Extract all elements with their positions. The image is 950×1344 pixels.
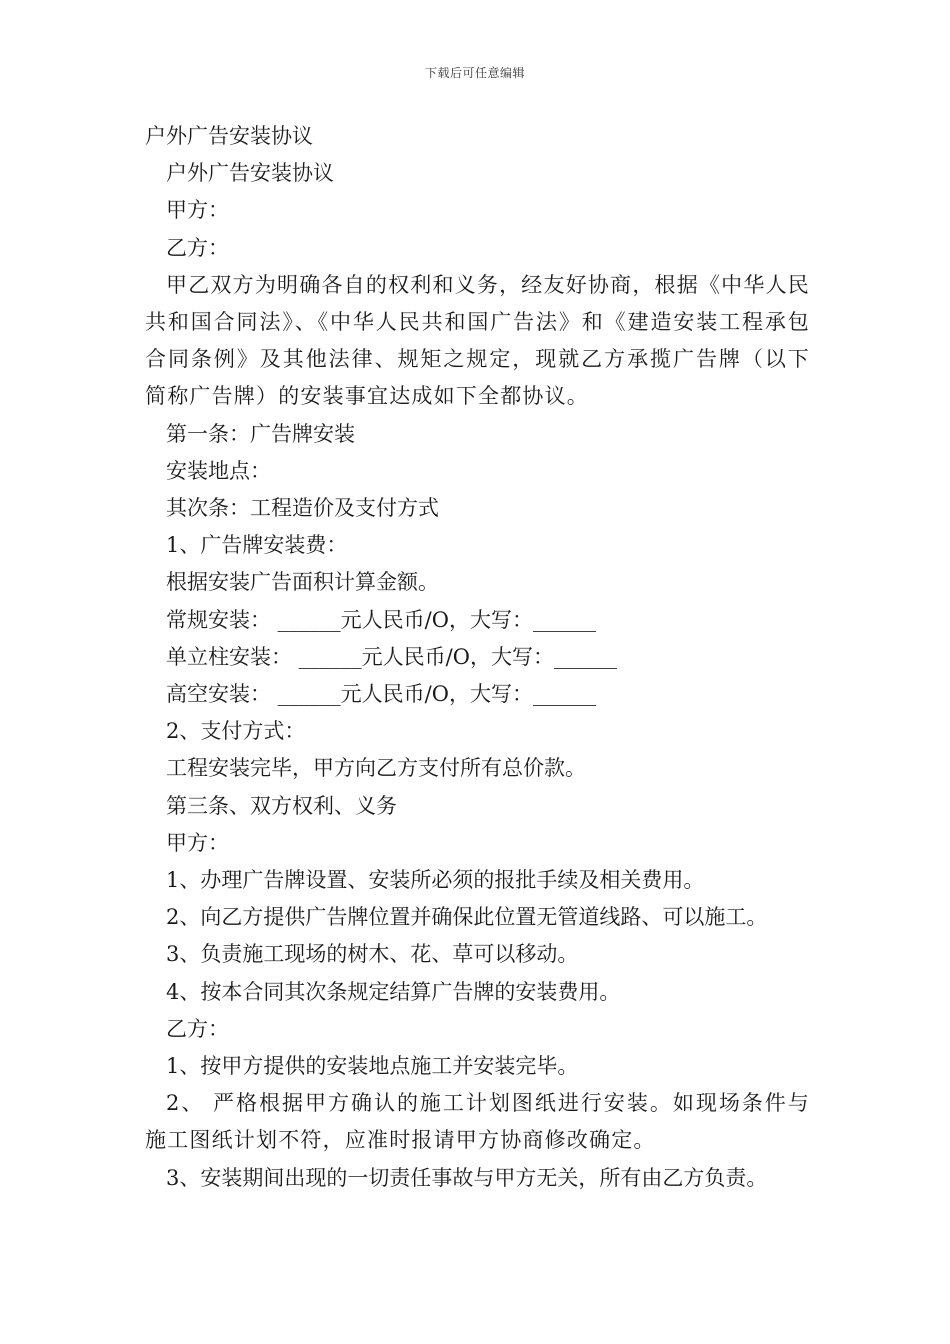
party-b-field: 乙方： bbox=[166, 235, 229, 260]
party-a-duties-label: 甲方： bbox=[166, 830, 229, 855]
fee-section-title: 1、广告牌安装费： bbox=[166, 533, 348, 558]
document-body bbox=[145, 118, 810, 1197]
article-3-title: 第三条、双方权利、义务 bbox=[166, 793, 397, 818]
fee-single-pole-line: 单立柱安装： ______元人民币/O，大写：______ bbox=[166, 644, 617, 669]
document-title: 户外广告安装协议 bbox=[145, 124, 313, 148]
payment-section-title: 2、支付方式： bbox=[166, 719, 306, 744]
fee-high-altitude-line: 高空安装： ______元人民币/O，大写：______ bbox=[166, 682, 596, 707]
article-1-title: 第一条：广告牌安装 bbox=[166, 421, 355, 446]
fee-basis-text: 根据安装广告面积计算金额。 bbox=[166, 570, 439, 595]
fee-regular-line: 常规安装： ______元人民币/O，大写：______ bbox=[166, 607, 596, 632]
party-a-field: 甲方： bbox=[166, 198, 229, 223]
agreement-heading: 户外广告安装协议 bbox=[166, 161, 334, 186]
party-a-duty-item: 1、办理广告牌设置、安装所必须的报批手续及相关费用。 bbox=[166, 868, 705, 893]
install-location-field: 安装地点： bbox=[166, 458, 271, 483]
party-b-duty-item: 1、按甲方提供的安装地点施工并安装完毕。 bbox=[166, 1054, 579, 1079]
party-b-duty-item: 3、安装期间出现的一切责任事故与甲方无关，所有由乙方负责。 bbox=[166, 1165, 768, 1190]
party-b-duties-label: 乙方： bbox=[166, 1016, 229, 1041]
party-a-duty-item: 4、按本合同其次条规定结算广告牌的安装费用。 bbox=[166, 979, 621, 1004]
article-2-title: 其次条：工程造价及支付方式 bbox=[166, 496, 439, 521]
page-header: 下载后可任意编辑 bbox=[424, 66, 525, 80]
party-a-duty-item: 3、负责施工现场的树木、花、草可以移动。 bbox=[166, 942, 579, 967]
intro-paragraph: 甲乙双方为明确各自的权利和义务，经友好协商，根据《中华人民共和国合同法》、《中华人民共和国广告法》和《建造安装工程承包合同条例》及其他法律、规矩之规定，现就乙方承揽广告牌（以下简称广告牌）的安装事宜达成如下全都协议。 bbox=[145, 272, 810, 409]
payment-text: 工程安装完毕，甲方向乙方支付所有总价款。 bbox=[166, 756, 586, 781]
party-a-duty-item: 2、向乙方提供广告牌位置并确保此位置无管道线路、可以施工。 bbox=[166, 905, 768, 930]
party-b-duty-item: 2、 严格根据甲方确认的施工计划图纸进行安装。如现场条件与施工图纸计划不符，应准时报请甲方协商修改确定。 bbox=[145, 1091, 810, 1153]
